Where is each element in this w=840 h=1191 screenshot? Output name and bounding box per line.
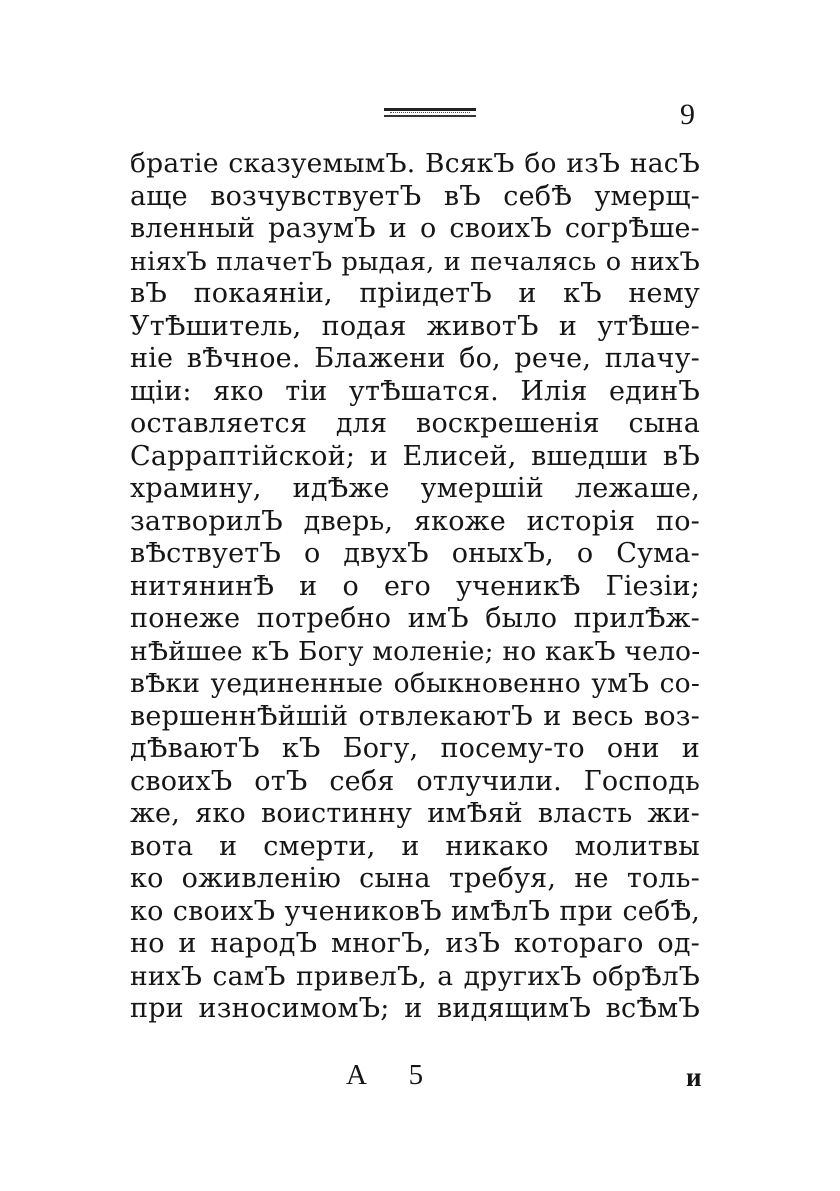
text-line: но и народЪ многЪ, изЪ котораго од- <box>130 928 700 959</box>
text-line: затворилЪ дверь, якоже исторiя по- <box>130 505 700 537</box>
body-text <box>130 148 700 1026</box>
text-line: дѢваютЪ кЪ Богу, посему-то они и <box>130 733 700 764</box>
text-line: нѢйшее кЪ Богу моленiе; но какЪ чело- <box>130 635 701 667</box>
text-line: нихЪ самЪ привелЪ, а другихЪ обрѢлЪ <box>130 960 700 992</box>
text-line: вѢки уединенные обыкновенно умЪ со- <box>130 668 700 699</box>
text-line: оставляется для воскрешенiя сына <box>130 408 700 439</box>
text-line: нiяхЪ плачетЪ рыдая, и печалясь о нихЪ <box>130 246 700 277</box>
text-line: вота и смерти, и никако молитвы <box>130 830 700 862</box>
signature-mark: A 5 <box>346 1059 442 1091</box>
text-line: нитянинѢ и о его ученикѢ Гiезiи; <box>130 570 700 602</box>
text-line: же, яко воистинну имѢяй власть жи- <box>130 798 700 829</box>
text-line: щiи: яко тiи утѢшатся. Илiя единЪ <box>130 375 700 407</box>
text-line: Сарраптiйской; и Елисей, вшедши вЪ <box>130 440 700 472</box>
text-line: понеже потребно имЪ было прилѢж- <box>130 603 700 634</box>
page-number: 9 <box>680 98 695 131</box>
header-ornament-dots <box>390 112 470 113</box>
text-line: братiе сказуемымЪ. ВсякЪ бо изЪ насЪ <box>130 148 700 179</box>
header-ornament-rule <box>384 108 476 117</box>
text-line: аще возчувствуетЪ вЪ себѢ умерщ- <box>130 180 700 212</box>
text-line: ко оживленiю сына требуя, не толь- <box>130 863 700 894</box>
text-line: своихЪ отЪ себя отлучили. Господь <box>130 765 700 797</box>
text-line: УтѢшитель, подая животЪ и утѢше- <box>130 310 700 342</box>
catchword: и <box>686 1062 702 1092</box>
text-line: нiе вѢчное. Блажени бо, рече, плачу- <box>130 343 700 374</box>
text-line: вершеннѢйшiй отвлекаютЪ и весь воз- <box>130 700 700 732</box>
text-line: храмину, идѢже умершiй лежаше, <box>130 473 700 504</box>
text-line: вѢствуетЪ о двухЪ оныхЪ, о Сума- <box>130 538 700 569</box>
text-line: при износимомЪ; и видящимЪ всѢмЪ <box>130 993 700 1024</box>
text-line: ко своихЪ учениковЪ имѢлЪ при себѢ, <box>130 895 700 927</box>
text-line: вленный разумЪ и о своихЪ согрѢше- <box>130 213 700 244</box>
text-line: вЪ покаянiи, прiидетЪ и кЪ нему <box>130 278 700 309</box>
